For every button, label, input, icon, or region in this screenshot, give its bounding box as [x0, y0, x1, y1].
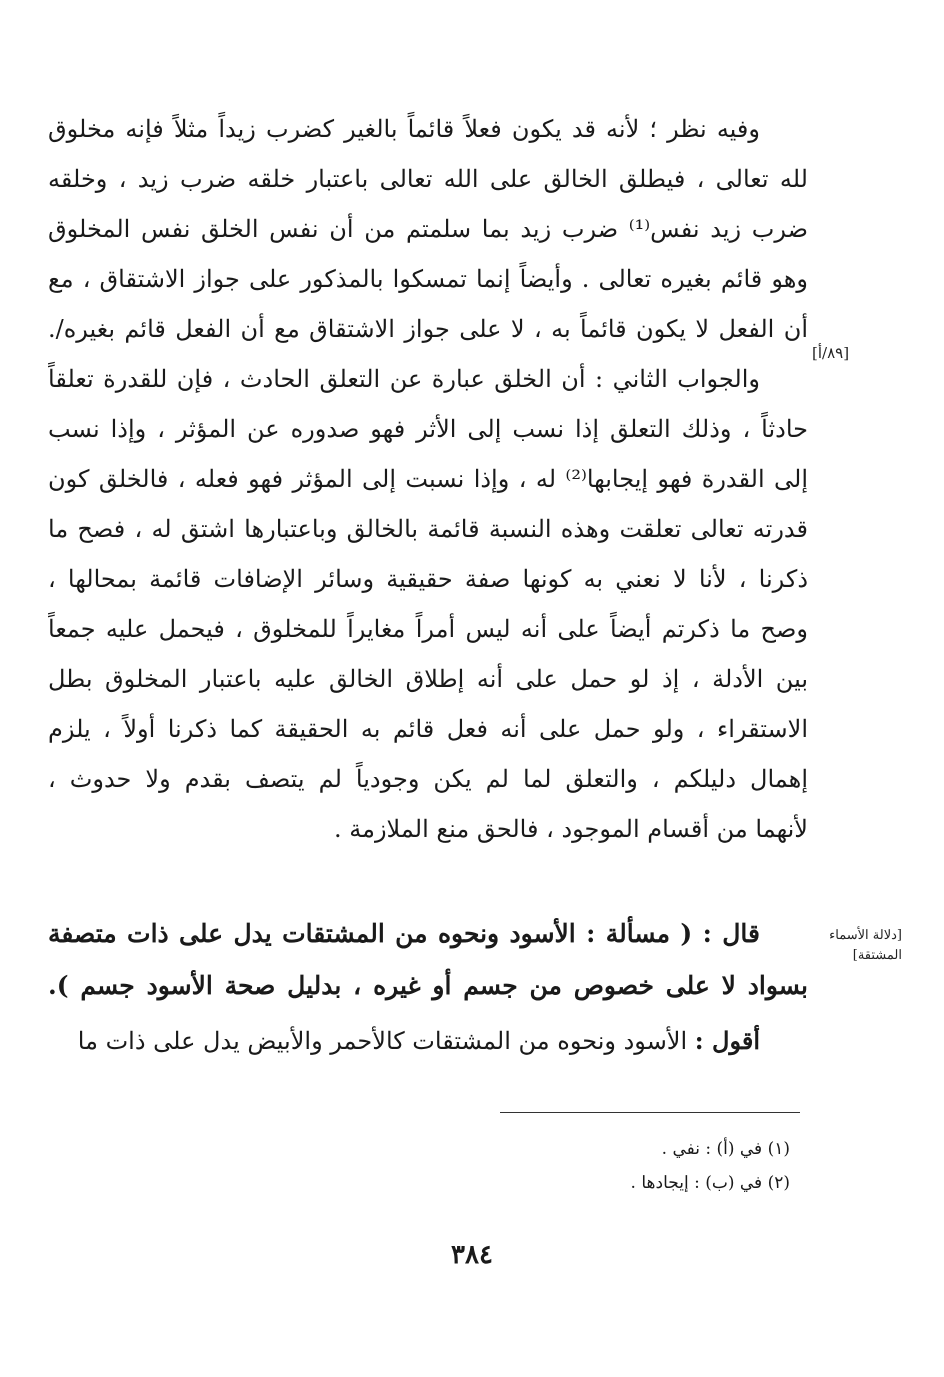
- topic-note-line: المشتقة]: [852, 948, 902, 963]
- matn-text: [48, 908, 808, 1012]
- text-line: لأنهما من أقسام الموجود ، فالحق منع الملازمة .: [333, 815, 808, 843]
- text-line: إهمال دليلكم ، والتعلق لما لم يكن وجودياً لم يتصف بقدم ولا حدوث ،: [48, 765, 808, 793]
- commentary-start: [48, 1016, 808, 1066]
- text-line: الاستقراء ، ولو حمل على أنه فعل قائم به الحقيقة كما ذكرنا أولاً ، يلزم: [48, 715, 808, 743]
- text-line: ذكرنا ، لأنا لا نعني به كونها صفة حقيقية وسائر الإضافات قائمة بمحالها ،: [48, 565, 808, 593]
- footnote: (٢) في (ب) : إيجادها .: [630, 1173, 790, 1193]
- footnote-divider: [500, 1112, 800, 1113]
- text-line: [48, 1016, 808, 1066]
- page-number: ٣٨٤: [451, 1240, 493, 1270]
- text-line: قدرته تعالى تعلقت وهذه النسبة قائمة بالخالق وباعتبارها اشتق له ، فصح ما: [48, 515, 808, 543]
- bold-text-line: قال : ( مسألة : الأسود ونحوه من المشتقات يدل على ذات متصفة: [48, 919, 760, 948]
- text-line: وصح ما ذكرتم أيضاً على أنه ليس أمراً مغايراً للمخلوق ، فيحمل عليه جمعاً: [48, 615, 808, 643]
- aqulu-label: أقول :: [694, 1026, 760, 1055]
- footnote: (١) في (أ) : نفي .: [661, 1139, 790, 1159]
- text-line: ضرب زيد نفس⁽¹⁾ ضرب زيد بما سلمتم من أن نفس الخلق نفس المخلوق: [48, 215, 808, 243]
- text-line: والجواب الثاني : أن الخلق عبارة عن التعلق الحادث ، فإن للقدرة تعلقاً: [48, 365, 760, 393]
- text-line: إلى القدرة فهو إيجابها⁽²⁾ له ، وإذا نسبت إلى المؤثر فهو فعله ، فالخلق كون: [48, 465, 808, 493]
- topic-note-line: [دلالة الأسماء: [829, 928, 902, 943]
- text-line: بين الأدلة ، إذ لو حمل على أنه إطلاق الخالق عليه باعتبار المخلوق بطل: [48, 665, 808, 693]
- folio-marker: [٨٩/أ]: [812, 344, 850, 362]
- text-line-rest: الأسود ونحوه من المشتقات كالأحمر والأبيض يدل على ذات ما: [77, 1027, 695, 1055]
- topic-marginal-note: [812, 926, 902, 966]
- text-line: وهو قائم بغيره تعالى . وأيضاً إنما تمسكوا بالمذكور على جواز الاشتقاق ، مع: [48, 265, 808, 293]
- text-line: لله تعالى ، فيطلق الخالق على الله تعالى باعتبار خلقه ضرب زيد ، وخلقه: [48, 165, 808, 193]
- text-line: حادثاً ، وذلك التعلق إذا نسب إلى الأثر فهو صدوره عن المؤثر ، وإذا نسب: [48, 415, 808, 443]
- text-line: وفيه نظر ؛ لأنه قد يكون فعلاً قائماً بالغير كضرب زيداً مثلاً فإنه مخلوق: [48, 115, 760, 143]
- text-line: أن الفعل لا يكون قائماً به ، لا على جواز الاشتقاق مع أن الفعل قائم بغيره/.: [48, 315, 808, 343]
- main-text: [48, 104, 808, 854]
- bold-text-line: بسواد لا على خصوص من جسم أو غيره ، بدليل صحة الأسود جسم ).: [48, 971, 808, 1000]
- footnotes: [400, 1132, 790, 1200]
